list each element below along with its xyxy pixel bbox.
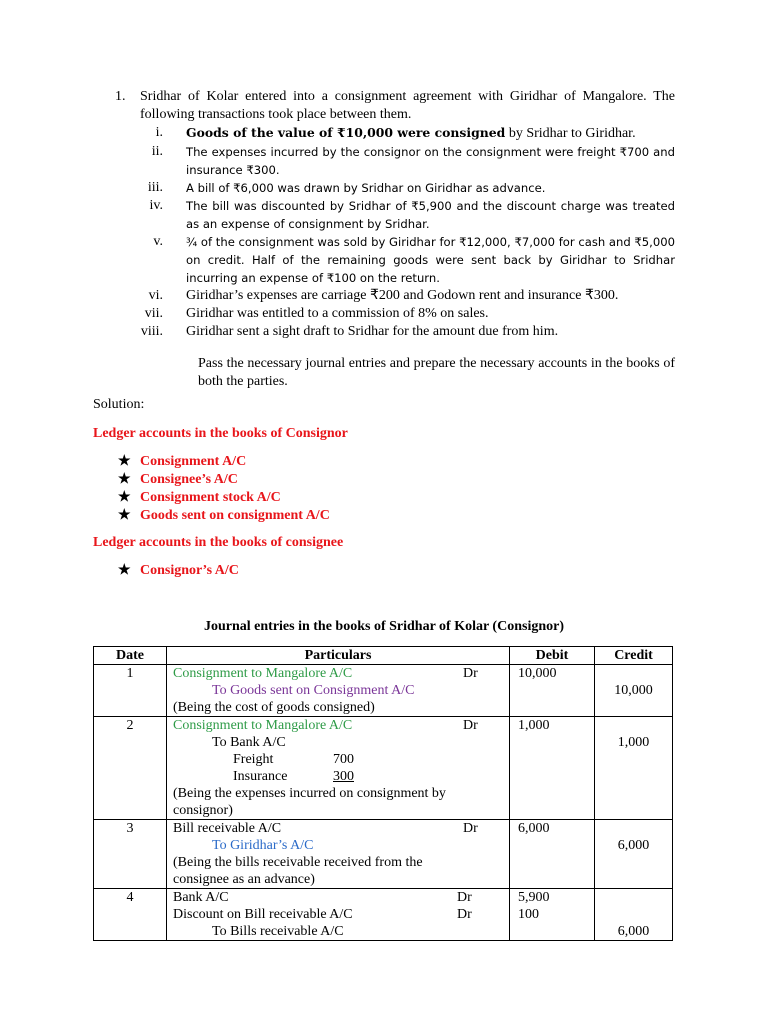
item-number: vii. [144,306,163,321]
detail-line [167,751,509,768]
header-debit: Debit [510,647,595,665]
header-credit: Credit [595,647,673,665]
entry-debit [510,717,595,820]
entry-particulars [167,820,510,889]
question-intro: Sridhar of Kolar entered into a consignment agreement with Giridhar of Mangalore. The following transactions took place between them. [140,89,675,122]
entry-credit [595,665,673,717]
freight-label: Freight [233,752,274,767]
entry-particulars [167,717,510,820]
account-name: Consignment A/C [140,454,247,469]
credit-line: To Bills receivable A/C [212,924,344,939]
transaction-item [115,179,675,197]
item-number: viii. [140,324,163,339]
star-icon: ★ [118,563,131,578]
debit-line [167,665,509,682]
item-text: Giridhar was entitled to a commission of 8% on sales. [186,306,489,321]
table-caption: Journal entries in the books of Sridhar of Kolar (Consignor) [203,619,564,634]
entry-credit [595,717,673,820]
entry-date [94,820,167,889]
insurance-amount: 300 [333,769,354,784]
star-icon: ★ [118,454,131,469]
list-item [118,562,239,580]
star-icon: ★ [118,508,131,523]
item-text: The bill was discounted by Sridhar of ₹5,900 and the discount charge was treated as an expense of consignment by Sridhar. [186,199,675,231]
narration: (Being the bills receivable received from the [173,855,423,870]
transaction-item [115,233,675,287]
transaction-item [115,124,675,143]
dr-label: Dr [463,821,478,836]
credit-amount: 6,000 [617,924,650,939]
entry-particulars [167,665,510,717]
solution-label: Solution: [93,397,145,412]
item-text: The expenses incurred by the consignor on the consignment were freight ₹700 and insurance ₹300. [186,145,675,177]
task-instruction: Pass the necessary journal entries and prepare the necessary accounts in the books of both the parties. [198,356,675,389]
header-date: Date [94,647,167,665]
narration: (Being the expenses incurred on consignment by [173,786,446,801]
account-name: Consignee’s A/C [140,472,238,487]
item-number: ii. [151,144,163,159]
question-number: 1. [115,89,126,104]
entry-date [94,889,167,941]
account-name: Discount on Bill receivable A/C [173,907,353,922]
account-name: Consignment stock A/C [140,490,281,505]
transaction-item [115,197,675,233]
insurance-label: Insurance [233,769,288,784]
entry-credit [595,820,673,889]
date-value: 2 [126,718,134,733]
debit-amount: 6,000 [518,821,550,836]
credit-amount: 6,000 [617,838,650,853]
credit-amount: 10,000 [614,683,653,698]
list-item [118,453,330,471]
narration: consignor) [173,803,233,818]
item-number: iv. [149,198,163,213]
dr-label: Dr [457,890,472,905]
entry-debit [510,820,595,889]
credit-line: To Goods sent on Consignment A/C [212,683,415,698]
item-bold-text: Goods of the value of ₹10,000 were consigned [186,125,506,140]
consignor-account-list [118,453,330,525]
table-row [94,665,673,717]
debit-amount: 5,900 [518,890,550,905]
narration: (Being the cost of goods consigned) [173,700,375,715]
transaction-item [115,305,675,323]
consignee-account-list [118,562,239,580]
account-name: Consignment to Mangalore A/C [173,718,353,733]
item-number: iii. [147,180,163,195]
debit-amount: 10,000 [518,666,557,681]
journal-table [93,646,673,941]
item-text: ¾ of the consignment was sold by Giridhar for ₹12,000, ₹7,000 for cash and ₹5,000 on credit. Half of the remaining goods were sent back by Giridhar to Sridhar incurring an expense of ₹100 on the return. [186,235,675,285]
star-icon: ★ [118,472,131,487]
credit-line: To Bank A/C [212,735,286,750]
item-number: vi. [148,288,163,303]
entry-date [94,717,167,820]
question-block [115,88,675,391]
consignee-ledger-heading: Ledger accounts in the books of consignee [93,535,344,550]
list-item [118,471,330,489]
transaction-item [115,143,675,179]
item-text: A bill of ₹6,000 was drawn by Sridhar on Giridhar as advance. [186,181,546,195]
entry-credit [595,889,673,941]
date-value: 1 [126,666,134,681]
table-header-row [94,647,673,665]
debit-line [167,820,509,837]
header-particulars: Particulars [167,647,510,665]
item-text: Giridhar sent a sight draft to Sridhar for the amount due from him. [186,324,559,339]
item-number: i. [155,125,163,140]
star-icon: ★ [118,490,131,505]
item-text: by Sridhar to Giridhar. [505,126,636,141]
account-name: Goods sent on consignment A/C [140,508,330,523]
entry-date [94,665,167,717]
credit-line: To Giridhar’s A/C [212,838,314,853]
table-row [94,717,673,820]
detail-line [167,768,509,785]
dr-label: Dr [463,666,478,681]
account-name: Consignment to Mangalore A/C [173,666,353,681]
date-value: 4 [126,890,134,905]
credit-amount: 1,000 [617,735,650,750]
account-name: Bill receivable A/C [173,821,282,836]
debit-amount: 100 [518,907,539,922]
entry-debit [510,665,595,717]
transaction-list [115,124,675,341]
dr-label: Dr [457,907,472,922]
debit-line [167,717,509,734]
item-number: v. [153,234,163,249]
narration: consignee as an advance) [173,872,315,887]
entry-debit [510,889,595,941]
debit-amount: 1,000 [518,718,550,733]
table-row [94,889,673,941]
account-name: Consignor’s A/C [140,563,239,578]
debit-line [167,906,509,923]
account-name: Bank A/C [173,890,229,905]
entry-particulars [167,889,510,941]
transaction-item [115,323,675,341]
transaction-item [115,287,675,305]
table-row [94,820,673,889]
consignor-ledger-heading: Ledger accounts in the books of Consignor [93,426,348,441]
list-item [118,489,330,507]
item-text: Giridhar’s expenses are carriage ₹200 and Godown rent and insurance ₹300. [186,288,619,303]
freight-amount: 700 [333,752,354,767]
debit-line [167,889,509,906]
list-item [118,507,330,525]
dr-label: Dr [463,718,478,733]
date-value: 3 [126,821,134,836]
